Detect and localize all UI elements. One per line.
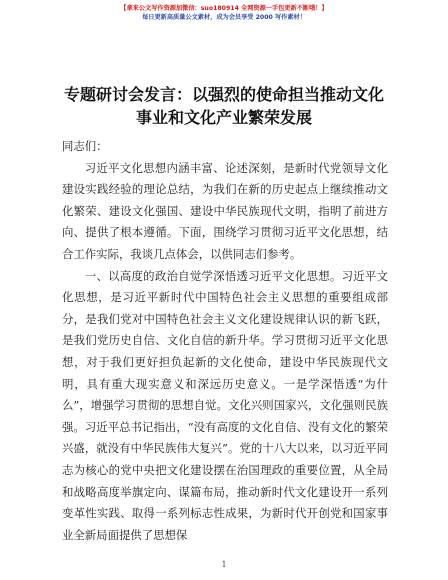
title-line-1: 专题研讨会发言：以强烈的使命担当推动文化: [63, 85, 384, 104]
document-body: [62, 136, 388, 546]
title-line-2: 事业和文化产业繁荣发展: [135, 108, 312, 127]
page-number: 1: [221, 560, 227, 569]
document-title: [40, 83, 408, 129]
promo-line-1: 【拿来公文写作资源加微信：suo180914 全网资源一手包更新不断哦！】: [120, 5, 328, 12]
paragraph-intro: 习近平文化思想内涵丰富、论述深刻，是新时代党领导文化建设实践经验的理论总结，为我们在新的历史起点上继续推动文化繁荣、建设文化强国、建设中华民族现代文明，指明了前进方向、提供了根本遵循。下面，围绕学习贯彻习近平文化思想，结合工作实际，我谈几点体会，以供同志们参考。: [62, 160, 388, 261]
promo-line-2: 每日更新高质量公文素材，成为会员享受 2000 写作素材！: [142, 14, 306, 21]
paragraph-section-1: 一、以高度的政治自觉学深悟透习近平文化思想。习近平文化思想，是习近平新时代中国特色社会主义思想的重要组成部分，是我们党对中国特色社会主义文化建设规律认识的新飞跃，是我们党历史自信、文化自信的新升华。学习贯彻习近平文化思想，对于我们更好担负起新的文化使命，建设中华民族现代文明，具有重大现实意义和深远历史意义。一是学深悟透“为什么”，增强学习贯彻的思想自觉。文化兴则国家兴，文化强则民族强。习近平总书记指出，“没有高度的文化自信、没有文化的繁荣兴盛，就没有中华民族伟大复兴”。党的十八大以来，以习近平同志为核心的党中央把文化建设摆在治国理政的重要位置，从全局和战略高度举旗定向、谋篇布局，推动新时代文化建设开一系列变革性实践、取得一系列标志性成果，为新时代开创党和国家事业全新局面提供了思想保: [62, 268, 388, 542]
promo-banner: [0, 0, 448, 22]
salutation: 同志们：: [62, 139, 108, 153]
